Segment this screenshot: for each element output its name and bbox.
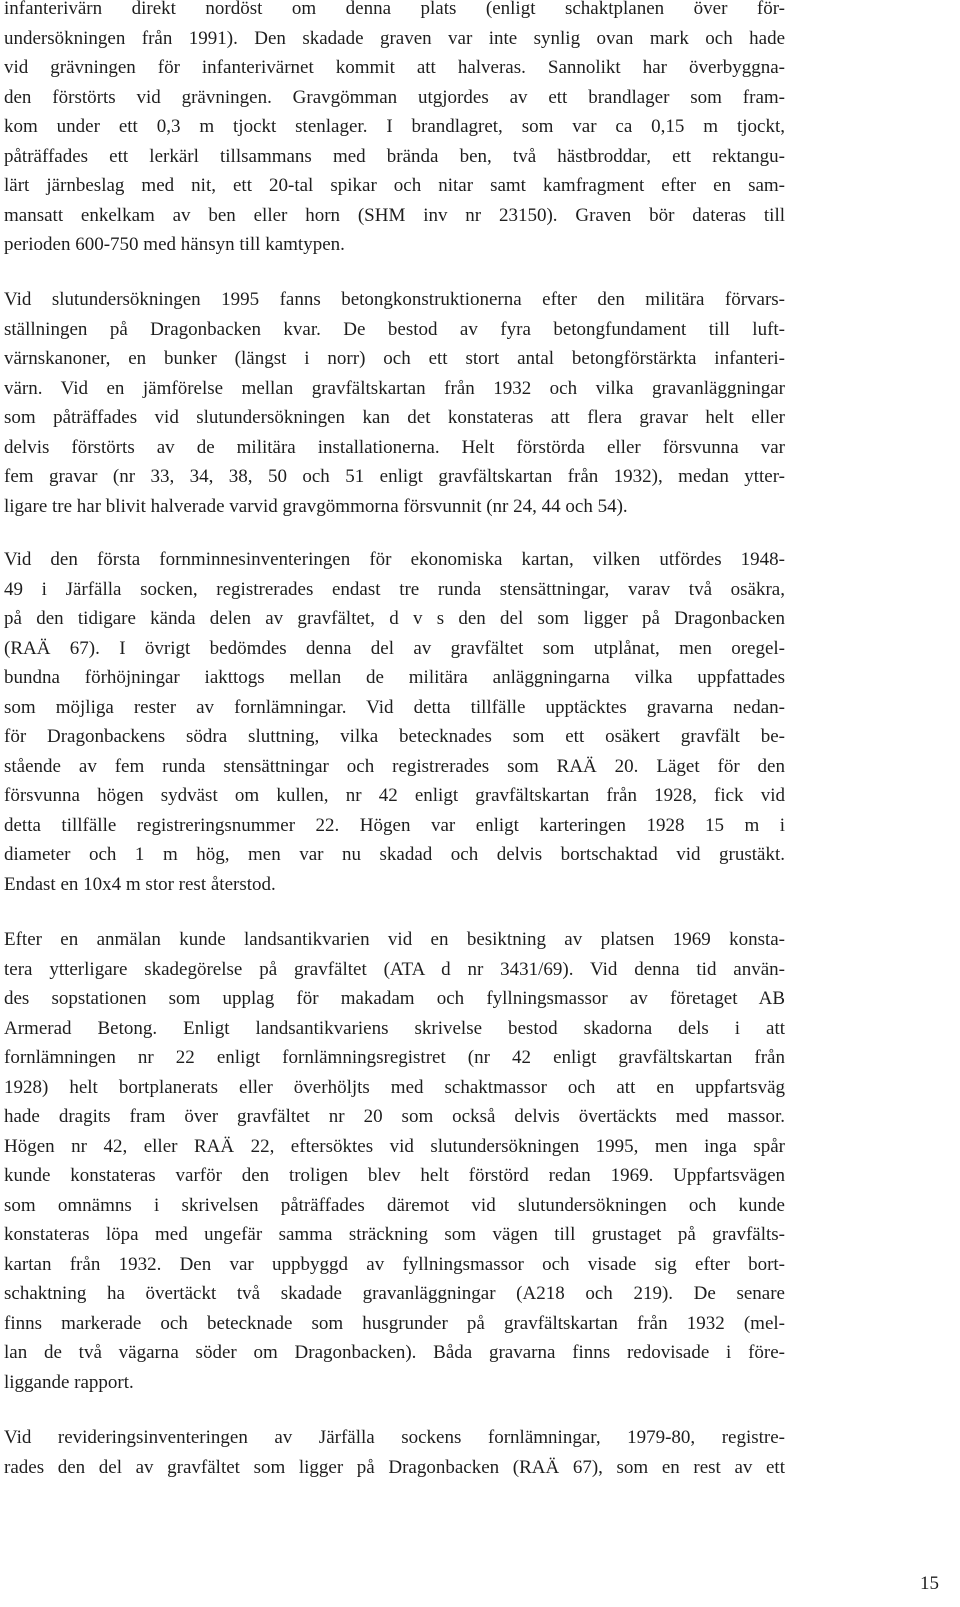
text-line: lan de två vägarna söder om Dragonbacken). Båda gravarna finns redovisade i före- [4,1342,785,1363]
text-line: kunde konstateras varför den troligen blev helt förstörd redan 1969. Uppfartsvägen [4,1165,785,1186]
text-line: 1928) helt bortplanerats eller överhöljts med schaktmassor och att en uppfartsväg [4,1076,785,1098]
text-line: undersökningen från 1991). Den skadade graven var inte synlig ovan mark och hade [4,27,785,49]
text-line: som påträffades vid slutundersökningen kan det konstateras att flera gravar helt eller [4,407,785,428]
text-line: fem gravar (nr 33, 34, 38, 50 och 51 enligt gravfältskartan från 1932), medan ytter- [4,466,785,487]
text-line: bundna förhöjningar iakttogs mellan de militära anläggningarna vilka uppfattades [4,667,785,688]
text-line: som möjliga rester av fornlämningar. Vid detta tillfälle upptäcktes gravarna nedan- [4,696,785,718]
text-line: värn. Vid en jämförelse mellan gravfältskartan från 1932 och vilka gravanläggningar [4,377,785,399]
text-line: stående av fem runda stensättningar och registrerades som RAÄ 20. Läget för den [4,755,785,777]
text-line: ställningen på Dragonbacken kvar. De bestod av fyra betongfundament till luft- [4,318,785,340]
text-line: perioden 600-750 med hänsyn till kamtypen. [4,234,345,255]
text-line: på den tidigare kända delen av gravfältet, d v s den del som ligger på Dragonbacken [4,608,785,629]
text-line: finns markerade och betecknade som husgrunder på gravfältskartan från 1932 (mel- [4,1312,785,1334]
text-line: diameter och 1 m hög, men var nu skadad och delvis bortschaktad vid grustäkt. [4,844,785,865]
text-line: Armerad Betong. Enligt landsantikvariens skrivelse bestod skadorna dels i att [4,1017,785,1039]
text-line: konstateras löpa med ungefär samma sträckning som vägen till grustaget på gravfälts- [4,1224,785,1245]
text-line: 49 i Järfälla socken, registrerades endast tre runda stensättningar, varav två osäkra, [4,578,785,600]
text-line: värnskanoner, en bunker (längst i norr) och ett stort antal betongförstärkta infanteri- [4,348,785,369]
text-line: Högen nr 42, eller RAÄ 22, eftersöktes vid slutundersökningen 1995, men inga spår [4,1135,785,1157]
text-line: som omnämns i skrivelsen påträffades däremot vid slutundersökningen och kunde [4,1194,785,1216]
text-line: rades den del av gravfältet som ligger på Dragonbacken (RAÄ 67), som en rest av ett [4,1456,785,1478]
text-line: liggande rapport. [4,1371,134,1393]
paragraph-5 [4,1423,785,1482]
text-line: påträffades ett lerkärl tillsammans med brända ben, två hästbroddar, ett rektangu- [4,145,785,167]
text-line: Efter en anmälan kunde landsantikvarien vid en besiktning av platsen 1969 konsta- [4,929,785,950]
text-line: Vid slutundersökningen 1995 fanns betongkonstruktionerna efter den militära förvars- [4,289,785,310]
text-line: Vid revideringsinventeringen av Järfälla sockens fornlämningar, 1979-80, registre- [4,1427,785,1448]
text-line: fornlämningen nr 22 enligt fornlämningsregistret (nr 42 enligt gravfältskartan från [4,1047,785,1068]
text-line: (RAÄ 67). I övrigt bedömdes denna del av gravfältet som utplånat, men oregel- [4,637,785,659]
text-line: lärt järnbeslag med nit, ett 20-tal spikar och nitar samt kamfragment efter en sam- [4,175,785,196]
text-line: försvunna högen sydväst om kullen, nr 42 enligt gravfältskartan från 1928, fick vid [4,785,785,806]
text-line: Endast en 10x4 m stor rest återstod. [4,873,276,895]
paragraph-4 [4,925,785,1397]
text-line: des sopstationen som upplag för makadam och fyllningsmassor av företaget AB [4,988,785,1009]
page-number: 15 [920,1573,939,1594]
text-line: tera ytterligare skadegörelse på gravfältet (ATA d nr 3431/69). Vid denna tid använ- [4,958,785,980]
text-line: kom under ett 0,3 m tjockt stenlager. I brandlagret, som var ca 0,15 m tjockt, [4,116,785,137]
text-line: delvis förstörts av de militära installationerna. Helt förstörda eller försvunna var [4,436,785,458]
text-line: mansatt enkelkam av ben eller horn (SHM inv nr 23150). Graven bör dateras till [4,204,785,226]
text-line: ligare tre har blivit halverade varvid gravgömmorna försvunnit (nr 24, 44 och 54). [4,495,628,517]
text-line: den förstörts vid grävningen. Gravgömman utgjordes av ett brandlager som fram- [4,86,785,108]
text-line: detta tillfälle registreringsnummer 22. Högen var enligt karteringen 1928 15 m i [4,814,785,836]
text-line: vid grävningen för infanterivärnet kommit att halveras. Sannolikt har överbyggna- [4,57,785,78]
text-line: schaktning ha övertäckt två skadade gravanläggningar (A218 och 219). De senare [4,1283,785,1304]
text-line: för Dragonbackens södra sluttning, vilka betecknades som ett osäkert gravfält be- [4,726,785,747]
text-line: kartan från 1932. Den var uppbyggd av fyllningsmassor och visade sig efter bort- [4,1253,785,1275]
text-line: hade dragits fram över gravfältet nr 20 som också delvis övertäckts med massor. [4,1106,785,1127]
text-line: infanterivärn direkt nordöst om denna plats (enligt schaktplanen över för- [4,0,785,19]
paragraph-2 [4,285,785,521]
paragraph-1 [4,0,785,260]
paragraph-3 [4,545,785,899]
text-line: Vid den första fornminnesinventeringen för ekonomiska kartan, vilken utfördes 1948- [4,549,785,570]
